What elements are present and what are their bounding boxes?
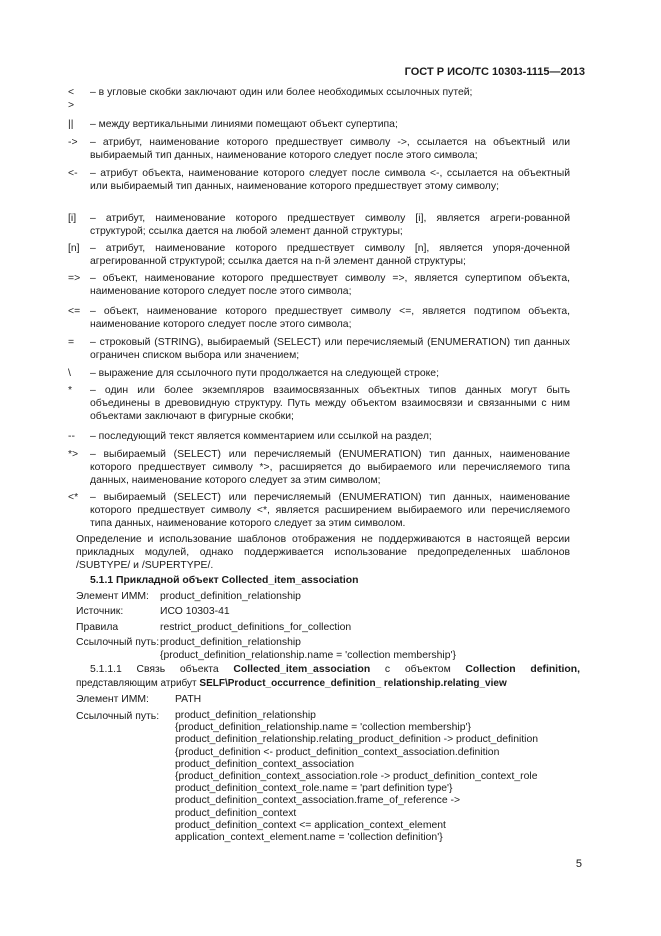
definition-arrow-left: – атрибут объекта, наименование которого следует после символа <-, ссылается на объектный или выбираемый тип данных, наименование которого предшествует этому символу; (90, 168, 570, 192)
definition-subtype: – объект, наименование которого предшествует символу <=, является подтипом объекта, наименование которого следует после этого символа; (90, 306, 570, 330)
document-header: ГОСТ Р ИСО/ТС 10303-1115—2013 (404, 66, 585, 78)
definition-arrow-right: – атрибут, наименование которого предшествует символу ->, ссылается на объектный или выбираемый тип данных, наименование которого следует после этого символа; (90, 137, 570, 161)
templates-paragraph: Определение и использование шаблонов отображения не поддерживаются в настоящей версии прикладных модулей, однако поддерживается использование предопределенных шаблонов /SUBTYPE/ и /SUPERTYPE/. (76, 534, 570, 571)
section-heading-line2 (76, 677, 507, 690)
path-line: product_definition_context (175, 807, 297, 819)
path-line: product_definition_context_association (175, 758, 355, 770)
symbol-n: [n] (68, 243, 80, 254)
symbol-arrow-right: -> (68, 137, 78, 148)
heading-prefix: представляющим атрибут (76, 678, 200, 689)
rules-label: Правила (76, 622, 119, 633)
path-line: product_definition_relationship (175, 710, 316, 721)
definition-angle-brackets: – в угловые скобки заключают один или более необходимых ссылочных путей; (90, 87, 473, 98)
section-heading-5-1-1-1 (90, 663, 580, 676)
imm-element-label-2: Элемент ИММ: (76, 694, 149, 705)
imm-element-value-2: PATH (175, 694, 202, 705)
reference-path-continuation: {product_definition_relationship.name = 'collection membership'} (160, 650, 456, 661)
reference-path-block (175, 710, 538, 844)
symbol-arrow-left: <- (68, 168, 78, 179)
path-line: product_definition_relationship.relating_product_definition -> product_definition (175, 734, 539, 746)
source-value: ИСО 10303-41 (160, 606, 230, 617)
symbol-extends: *> (68, 449, 79, 460)
heading-entity: definition, (530, 664, 580, 675)
symbol-i: [i] (68, 213, 77, 224)
path-line: product_definition_context_role.name = 'part definition type'} (175, 783, 453, 795)
heading-attribute: SELF\Product_occurrence_definition_ relationship.relating_view (199, 678, 507, 689)
path-line: {product_definition <- product_definition_context_association.definition (175, 746, 500, 758)
path-line: {product_definition_context_association.role -> product_definition_context_role (175, 771, 538, 783)
path-line: product_definition_context <= application_context_element (175, 819, 446, 831)
heading-entity: Collection (465, 664, 516, 675)
page-number: 5 (575, 858, 582, 870)
definition-extends: – выбираемый (SELECT) или перечисляемый (ENUMERATION) тип данных, наименование которого предшествует символу *>, расширяется до выбираемого или перечисляемого типа данных, наименование которого следует за этим символом; (90, 449, 570, 486)
rules-value: restrict_product_definitions_for_collection (160, 622, 352, 633)
heading-word: объектом (404, 664, 451, 675)
heading-word: Связь (136, 664, 166, 675)
definition-vertical-lines: – между вертикальными линиями помещают объект супертипа; (90, 119, 398, 130)
heading-entity: Collected_item_association (233, 664, 371, 675)
section-heading-5-1-1: 5.1.1 Прикладной объект Collected_item_association (90, 575, 359, 586)
reference-path-value: product_definition_relationship (160, 637, 301, 648)
heading-word: объекта (179, 664, 219, 675)
definition-i: – атрибут, наименование которого предшествует символу [i], является агреги-рованной структурой; ссылка дается на любой элемент данной структуры; (90, 213, 570, 237)
source-label: Источник: (76, 606, 124, 617)
symbol-asterisk: * (68, 385, 73, 396)
imm-element-label: Элемент ИММ: (76, 591, 149, 602)
reference-path-label: Ссылочный путь: (76, 637, 160, 648)
symbol-backslash: \ (68, 368, 71, 379)
symbol-equals: = (68, 337, 75, 348)
path-line: {product_definition_relationship.name = 'collection membership'} (175, 722, 471, 734)
symbol-supertype: => (68, 273, 81, 284)
definition-backslash: – выражение для ссылочного пути продолжается на следующей строке; (90, 368, 439, 379)
symbol-subtype: <= (68, 306, 81, 317)
definition-supertype: – объект, наименование которого предшествует символу =>, является супертипом объекта, наименование которого следует после этого символа; (90, 273, 570, 297)
definition-asterisk: – один или более экземпляров взаимосвязанных объектных типов данных могут быть объединены в древовидную структуру. Путь между объектом взаимосвязи и связанными с ним объектами заключают в фигурные скобки; (90, 385, 570, 422)
symbol-angle-brackets: < > (68, 87, 75, 111)
heading-word: с (384, 664, 391, 675)
symbol-vertical-lines: || (68, 119, 74, 130)
definition-n: – атрибут, наименование которого предшествует символу [n], является упоря-доченной агрегированной структурой; ссылка дается на n-й элемент данной структуры; (90, 243, 570, 267)
symbol-comment: -- (68, 431, 75, 442)
symbol-extension-of: <* (68, 492, 79, 503)
definition-equals: – строковый (STRING), выбираемый (SELECT) или перечисляемый (ENUMERATION) тип данных ограничен списком выбора или значением; (90, 337, 570, 361)
section-number: 5.1.1.1 (90, 664, 122, 675)
definition-comment: – последующий текст является комментарием или ссылкой на раздел; (90, 431, 432, 442)
path-line: application_context_element.name = 'collection definition'} (175, 832, 443, 844)
path-line: product_definition_context_association.frame_of_reference -> (175, 795, 461, 807)
imm-element-value: product_definition_relationship (160, 591, 301, 602)
definition-extension-of: – выбираемый (SELECT) или перечисляемый (ENUMERATION) тип данных, наименование которого предшествует символу <*, является расширением выбираемого или перечисляемого типа данных, наименование которого следует за этим символом. (90, 492, 570, 529)
reference-path-label-2: Ссылочный путь: (76, 711, 160, 722)
